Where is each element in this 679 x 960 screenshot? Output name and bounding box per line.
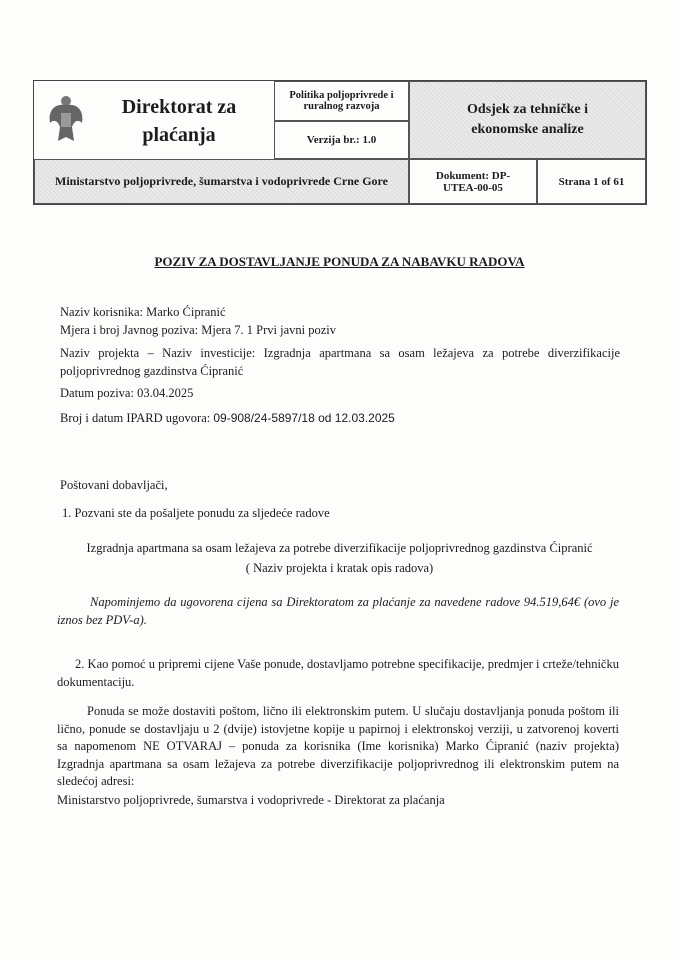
document-code-cell: Dokument: DP-UTEA-00-05 (409, 159, 537, 204)
contract-label: Broj i datum IPARD ugovora: (60, 411, 214, 425)
page-number-cell: Strana 1 of 61 (537, 159, 646, 204)
measure-field: Mjera i broj Javnog poziva: Mjera 7. 1 Prvi javni poziv (60, 323, 336, 337)
project-field: Naziv projekta – Naziv investicije: Izgradnja apartmana sa osam ležajeva za potrebe diverzifikacije poljoprivrednog gazdinstva Ćipranić (60, 346, 620, 378)
greeting: Poštovani dobavljači, (60, 478, 168, 492)
item-1: 1. Pozvani ste da pošaljete ponudu za sljedeće radove (62, 506, 330, 520)
date-field: Datum poziva: 03.04.2025 (60, 386, 194, 400)
org-title: Direktorat za plaćanja (121, 96, 237, 146)
page-title: POZIV ZA DOSTAVLJANJE PONUDA ZA NABAVKU RADOVA (154, 254, 525, 269)
version-cell: Verzija br.: 1.0 (274, 121, 409, 159)
ministry-cell: Ministarstvo poljoprivrede, šumarstva i vodoprivrede Crne Gore (34, 159, 409, 204)
policy-cell: Politika poljoprivrede i ruralnog razvoja (274, 81, 409, 121)
delivery-instructions: Ponuda se može dostaviti poštom, lično ili elektronskim putem. U slučaju dostavljanja ponuda poštom ili lično, ponude se dostavljaju u 2 (dvije) istovjetne kopije u papirnoj i elektronskoj verziji, u zatvorenoj koverti sa napomenom NE OTVARAJ – ponuda za korisnika (Ime korisnika) Marko Ćipranić (naziv projekta) Izgradnja apartmana sa osam ležajeva za potrebe diverzifikacije poljoprivrednog ili elektronskim putem na sledećoj adresi: (57, 704, 619, 788)
user-field: Naziv korisnika: Marko Ćipranić (60, 305, 226, 319)
price-note: Napominjemo da ugovorena cijena sa Direktoratom za plaćanje za navedene radove 94.519,64€ (ovo je iznos bez PDV-a). (57, 595, 619, 627)
coat-of-arms-icon (46, 93, 86, 147)
project-caption: ( Naziv projekta i kratak opis radova) (245, 561, 434, 575)
item-2: 2. Kao pomoć u pripremi cijene Vaše ponude, dostavljamo potrebne specifikacije, predmjer i crteže/tehničku dokumentaciju. (57, 657, 619, 689)
contract-field (60, 409, 395, 427)
project-name: Izgradnja apartmana sa osam ležajeva za potrebe diverzifikacije poljoprivrednog gazdinstva Ćipranić (86, 541, 593, 555)
department-cell: Odsjek za tehničke i ekonomske analize (409, 81, 646, 159)
contract-value: 09-908/24-5897/18 od 12.03.2025 (213, 411, 395, 425)
header-logo-cell (34, 81, 274, 159)
document-header-table (33, 80, 647, 205)
delivery-address: Ministarstvo poljoprivrede, šumarstva i vodoprivrede - Direktorat za plaćanja (57, 793, 445, 807)
